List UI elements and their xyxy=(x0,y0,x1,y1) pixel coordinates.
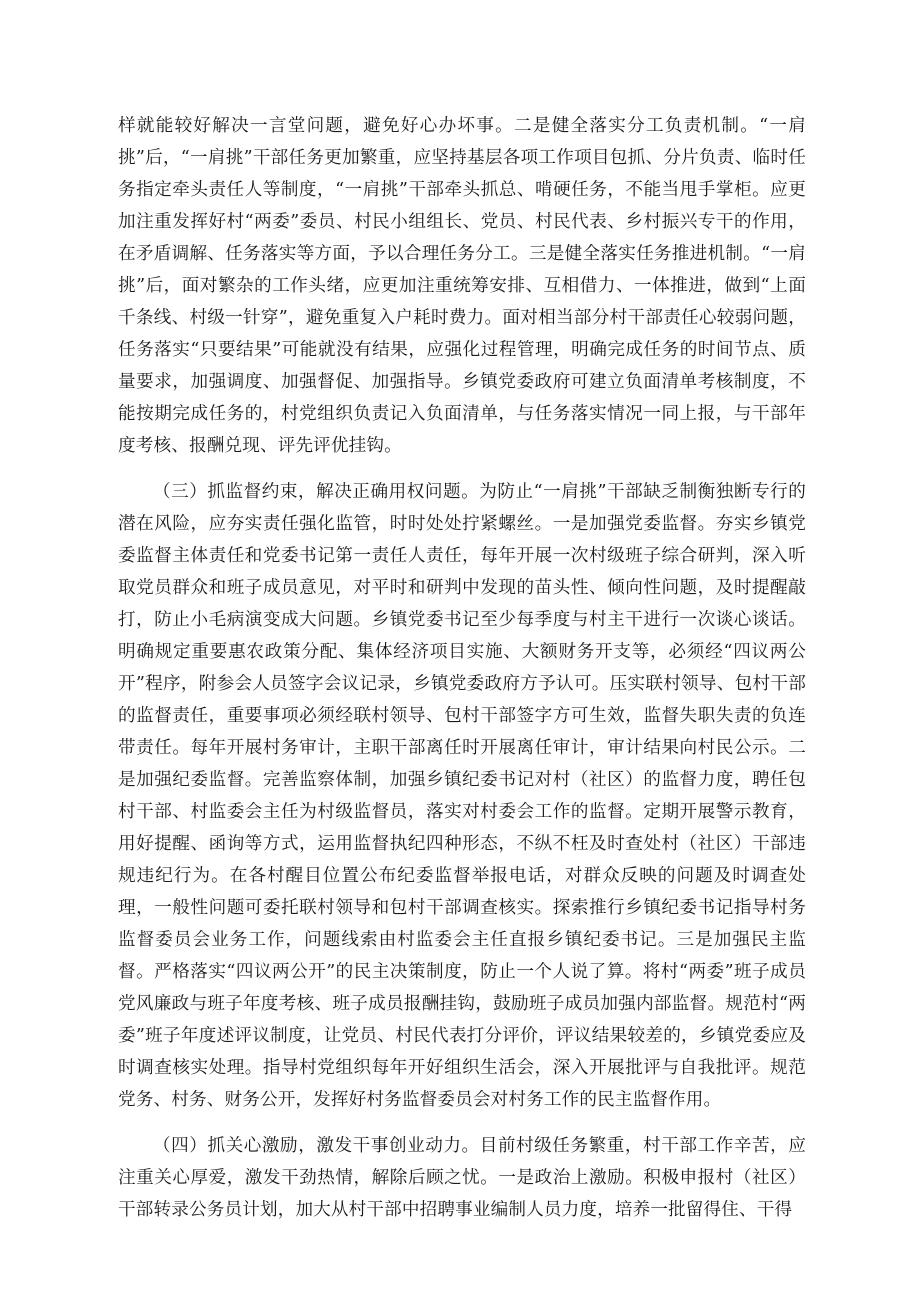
paragraph-continuation: 样就能较好解决一言堂问题，避免好心办坏事。二是健全落实分工负责机制。“一肩挑”后，“一肩挑”干部任务更加繁重，应坚持基层各项工作项目包抓、分片负责、临时任务指定牵头责任人等制度，“一肩挑”干部牵头抓总、啃硬任务，不能当甩手掌柜。应更加注重发挥好村“两委”委员、村民小组组长、党员、村民代表、乡村振兴专干的作用，在矛盾调解、任务落实等方面，予以合理任务分工。三是健全落实任务推进机制。“一肩挑”后，面对繁杂的工作头绪，应更加注重统筹安排、互相借力、一体推进，做到“上面千条线、村级一针穿”，避免重复入户耗时费力。面对相当部分村干部责任心较弱问题，任务落实“只要结果”可能就没有结果，应强化过程管理，明确完成任务的时间节点、质量要求，加强调度、加强督促、加强指导。乡镇党委政府可建立负面清单考核制度，不能按期完成任务的，村党组织负责记入负面清单，与任务落实情况一同上报，与干部年度考核、报酬兑现、评先评优挂钩。 xyxy=(118,116,806,456)
paragraph-supervision: （三）抓监督约束，解决正确用权问题。为防止“一肩挑”干部缺乏制衡独断专行的潜在风险，应夯实责任强化监管，时时处处拧紧螺丝。一是加强党委监督。夯实乡镇党委监督主体责任和党委书记第一责任人责任，每年开展一次村级班子综合研判，深入听取党员群众和班子成员意见，对平时和研判中发现的苗头性、倾向性问题，及时提醒敲打，防止小毛病演变成大问题。乡镇党委书记至少每季度与村主干进行一次谈心谈话。明确规定重要惠农政策分配、集体经济项目实施、大额财务开支等，必须经“四议两公开”程序，附参会人员签字会议记录，乡镇党委政府方予认可。压实联村领导、包村干部的监督责任，重要事项必须经联村领导、包村干部签字方可生效，监督失职失责的负连带责任。每年开展村务审计，主职干部离任时开展离任审计，审计结果向村民公示。二是加强纪委监督。完善监察体制，加强乡镇纪委书记对村（社区）的监督力度，聘任包村干部、村监委会主任为村级监督员，落实对村委会工作的监督。定期开展警示教育，用好提醒、函询等方式，运用监督执纪四种形态，不纵不枉及时查处村（社区）干部违规违纪行为。在各村醒目位置公布纪委监督举报电话，对群众反映的问题及时调查处理，一般性问题可委托联村领导和包村干部调查核实。探索推行乡镇纪委书记指导村务监督委员会业务工作，问题线索由村监委会主任直报乡镇纪委书记。三是加强民主监督。严格落实“四议两公开”的民主决策制度，防止一个人说了算。将村“两委”班子成员党风廉政与班子年度考核、班子成员报酬挂钩，鼓励班子成员加强内部监督。规范村“两委”班子年度述评议制度，让党员、村民代表打分评价，评议结果较差的，乡镇党委应及时调查核实处理。指导村党组织每年开好组织生活会，深入开展批评与自我批评。规范党务、村务、财务公开，发挥好村务监督委员会对村务工作的民主监督作用。 xyxy=(118,482,806,1110)
document-page xyxy=(118,110,806,1226)
paragraph-incentive: （四）抓关心激励，激发干事创业动力。目前村级任务繁重，村干部工作辛苦，应注重关心厚爱，激发干劲热情，解除后顾之忧。一是政治上激励。积极申报村（社区）干部转录公务员计划，加大从村干部中招聘事业编制人员力度，培养一批留得住、干得 xyxy=(118,1136,806,1220)
